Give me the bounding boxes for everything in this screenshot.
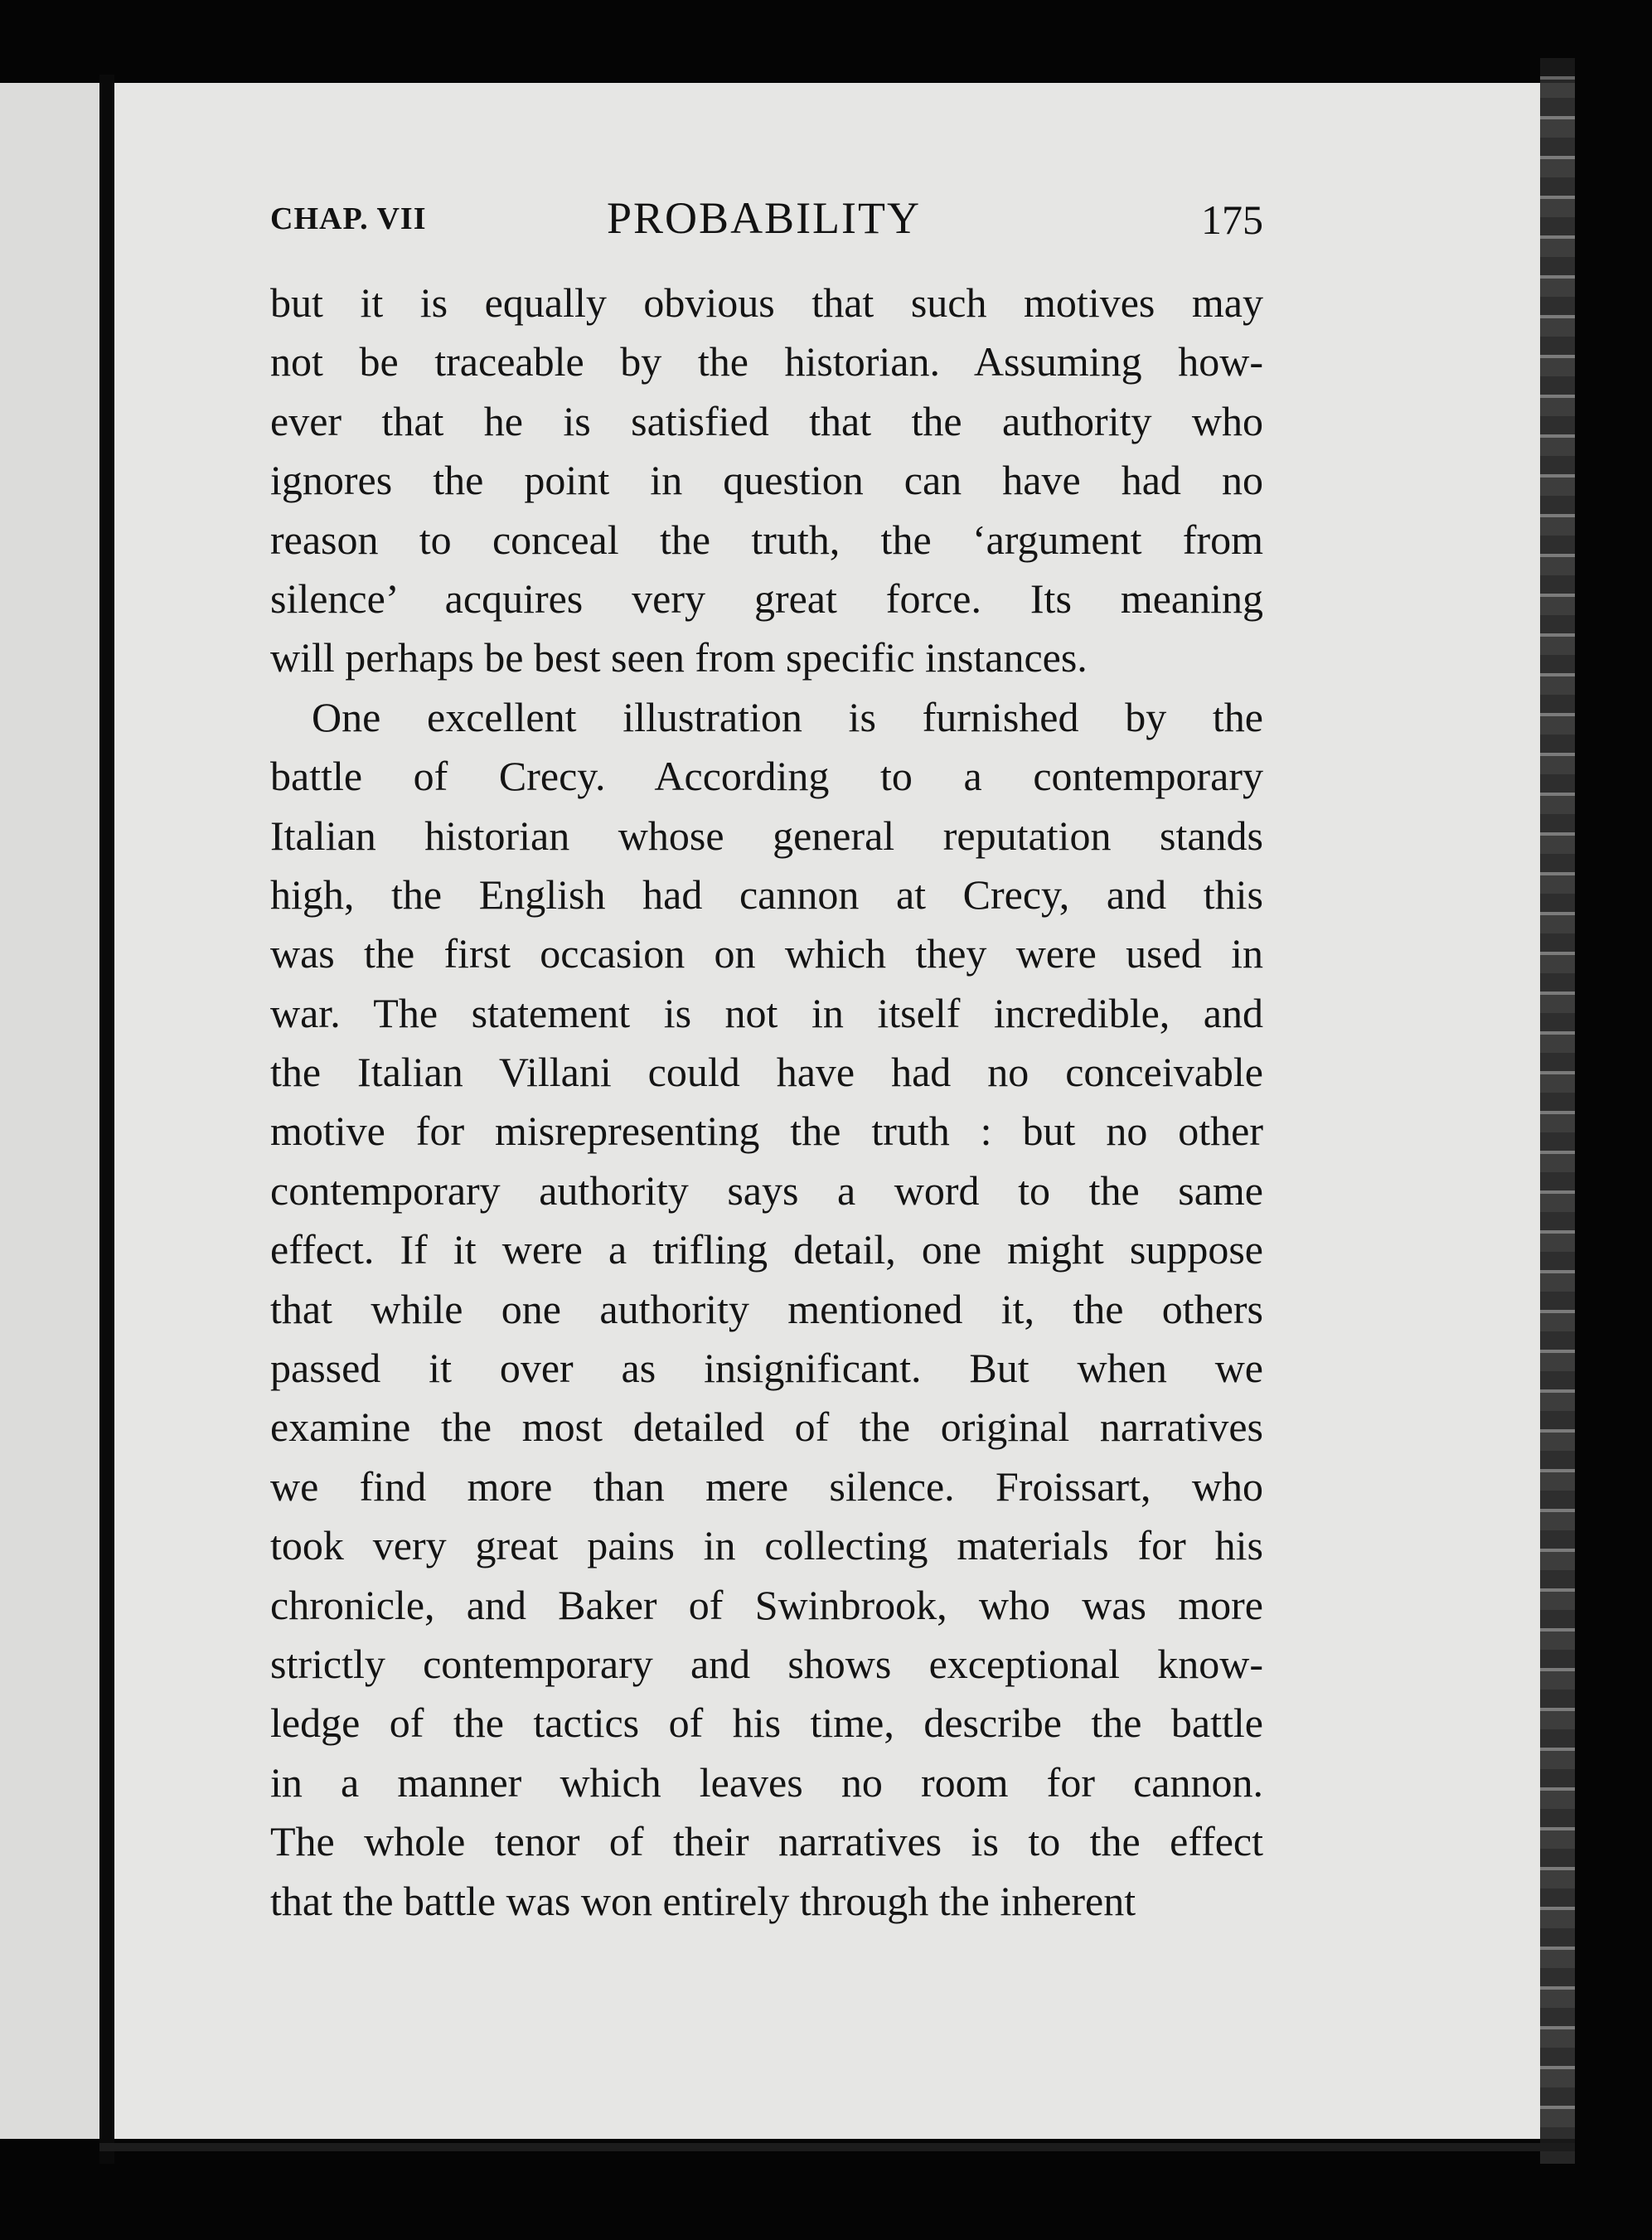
text-line: war. The statement is not in itself incredible, and [270,989,1263,1036]
running-header [270,192,1263,250]
text-line: not be traceable by the historian. Assuming how- [270,338,1263,385]
text-line: contemporary authority says a word to the same [270,1166,1263,1214]
text-line: but it is equally obvious that such motives may [270,279,1263,326]
text-line: in a manner which leaves no room for cannon. [270,1758,1263,1806]
body-text [270,274,1263,1931]
text-line: ledge of the tactics of his time, describe the battle [270,1699,1263,1747]
text-line: motive for misrepresenting the truth : but no other [270,1108,1263,1155]
text-line: battle of Crecy. According to a contemporary [270,753,1263,800]
text-line: ignores the point in question can have had no [270,457,1263,504]
text-line: effect. If it were a trifling detail, one might suppose [270,1226,1263,1273]
text-line: was the first occasion on which they were used in [270,930,1263,977]
book-gutter [99,75,114,2164]
text-line: chronicle, and Baker of Swinbrook, who was more [270,1581,1263,1628]
text-line: passed it over as insignificant. But when we [270,1345,1263,1392]
page-number: 175 [1201,196,1263,243]
facing-page-edge [0,83,99,2139]
text-line: we find more than mere silence. Froissart, who [270,1462,1263,1510]
page-edge-bottom [99,2143,1575,2151]
text-line: strictly contemporary and shows exceptional know- [270,1640,1263,1687]
text-line: The whole tenor of their narratives is to the effect [270,1818,1263,1865]
text-line: that while one authority mentioned it, the others [270,1285,1263,1332]
text-line: reason to conceal the truth, the ‘argument from [270,516,1263,563]
text-line: One excellent illustration is furnished by the [312,693,1263,740]
text-line: the Italian Villani could have had no conceivable [270,1049,1263,1096]
chapter-label: CHAP. VII [270,201,427,236]
page-edge-right [1540,58,1575,2164]
text-line: took very great pains in collecting materials for his [270,1522,1263,1569]
text-line: silence’ acquires very great force. Its meaning [270,575,1263,622]
text-line: will perhaps be best seen from specific instances. [270,634,1088,681]
running-title: PROBABILITY [607,193,922,243]
text-line: examine the most detailed of the original narratives [270,1404,1263,1451]
text-line: high, the English had cannon at Crecy, and this [270,870,1263,918]
text-line: that the battle was won entirely through the inherent [270,1877,1136,1924]
text-line: ever that he is satisfied that the authority who [270,397,1263,444]
text-line: Italian historian whose general reputation stands [270,812,1263,859]
